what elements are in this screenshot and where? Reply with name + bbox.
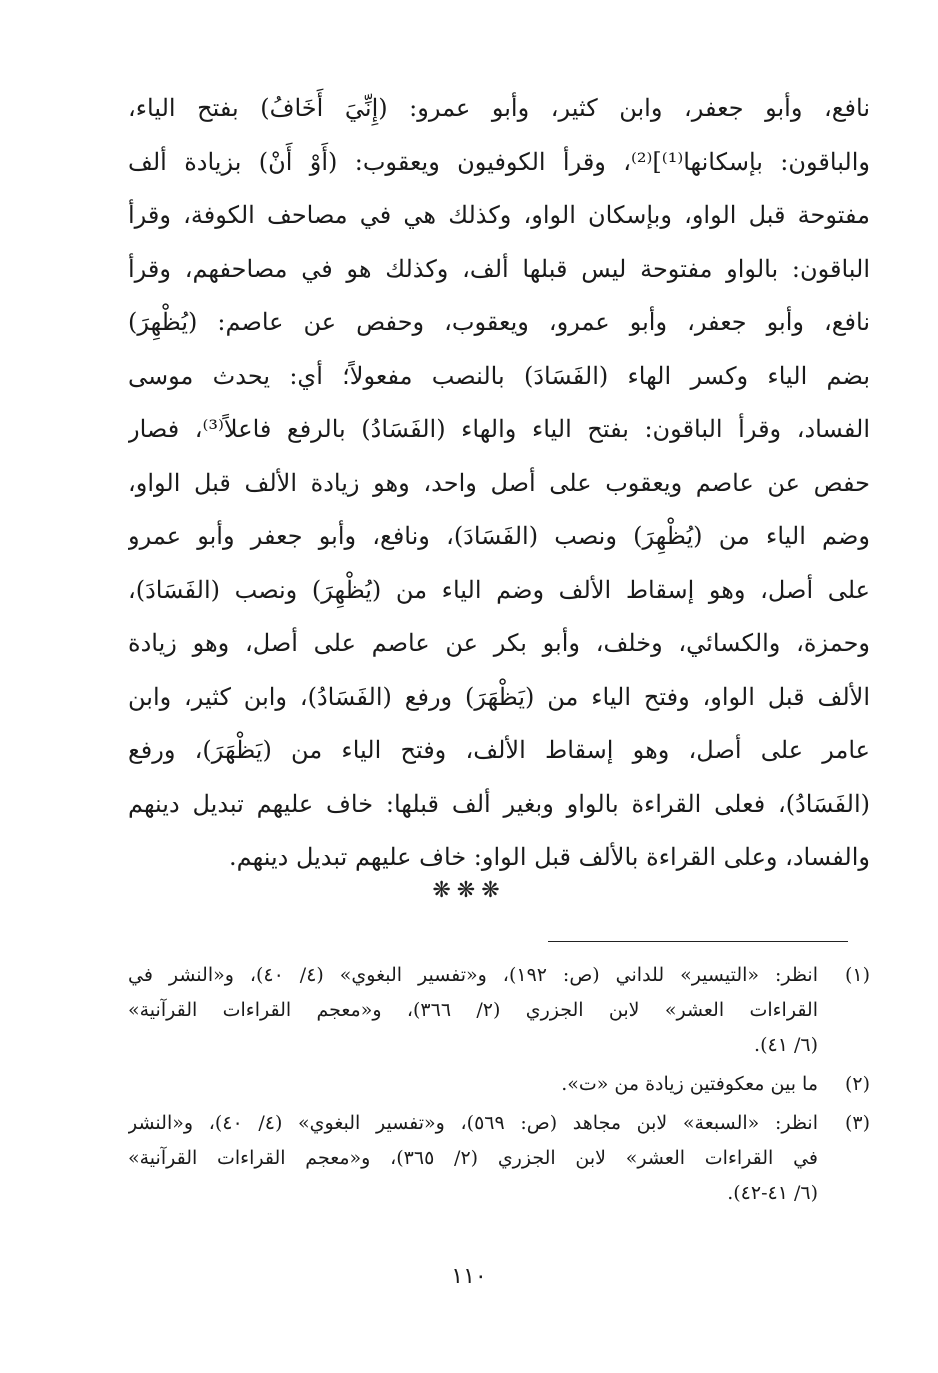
footnote-divider [548,941,848,942]
main-text-line: وضم الياء من (يُظْهِرَ) ونصب (الفَسَادَ)، ونافع، وأبو جعفر وأبو عمرو [128,522,870,550]
page-number: ١١٠ [451,1264,487,1289]
footnote-number: (٢) [844,1073,870,1095]
footnotes [128,958,870,1215]
footnote-number: (٣) [844,1112,870,1134]
footnote-line: ما بين معكوفتين زيادة من «ت». [561,1073,818,1095]
main-text-line: حفص عن عاصم ويعقوب على أصل واحد، وهو زيادة الألف قبل الواو، [128,468,870,497]
main-text-line: على أصل، وهو إسقاط الألف وضم الياء من (يُظْهِرَ) ونصب (الفَسَادَ)، [128,575,870,604]
main-text-line: والباقون: بإسكانها⁽¹⁾]⁽²⁾، وقرأ الكوفيون ويعقوب: (أَوْ أَنْ) بزيادة ألف [128,147,870,176]
main-text-line: والفساد، وعلى القراءة بالألف قبل الواو: خاف عليهم تبديل دينهم. [229,843,870,871]
main-text-block [128,82,870,885]
footnote-line: انظر: «التيسير» للداني (ص: ١٩٢)، و«تفسير البغوي» (٤/ ٤٠)، و«النشر في [128,964,818,986]
footnote-body [128,1067,818,1102]
main-text-line: بضم الياء وكسر الهاء (الفَسَادَ) بالنصب مفعولاً؛ أي: يحدث موسى [128,361,870,390]
footnote-body [128,1106,818,1211]
footnote-2 [128,1067,870,1102]
main-text-line: الألف قبل الواو، وفتح الياء من (يَظْهَرَ) ورفع (الفَسَادُ)، وابن كثير، وابن [128,682,870,711]
main-text-line: مفتوحة قبل الواو، وبإسكان الواو، وكذلك هي في مصاحف الكوفة، وقرأ [128,201,870,229]
main-text-line: الفساد، وقرأ الباقون: بفتح الياء والهاء (الفَسَادُ) بالرفع فاعلاً⁽³⁾، فصار [128,415,870,443]
main-text-line: وحمزة، والكسائي، وخلف، وأبو بكر عن عاصم على أصل، وهو زيادة [128,629,870,657]
footnote-3 [128,1106,870,1211]
footnote-number: (١) [844,964,870,986]
main-text-line: الباقون: بالواو مفتوحة ليس قبلها ألف، وكذلك هو في مصاحفهم، وقرأ [128,254,870,283]
footnote-body [128,958,818,1063]
footnote-line: (٦/ ٤١-٤٢). [727,1182,818,1204]
section-separator: ❋❋❋ [432,878,506,903]
main-text-line: عامر على أصل، وهو إسقاط الألف، وفتح الياء من (يَظْهَرَ)، ورفع [128,736,870,764]
footnote-line: انظر: «السبعة» لابن مجاهد (ص: ٥٦٩)، و«تفسير البغوي» (٤/ ٤٠)، و«النشر [128,1112,818,1134]
main-text-line: (الفَسَادُ)، فعلى القراءة بالواو وبغير ألف قبلها: خاف عليهم تبديل دينهم [128,789,870,818]
footnote-line: في القراءات العشر» لابن الجزري (٢/ ٣٦٥)، و«معجم القراءات القرآنية» [128,1147,818,1169]
main-text-line: نافع، وأبو جعفر، وابن كثير، وأبو عمرو: (إِنِّيَ أَخَافُ) بفتح الياء، [128,94,870,122]
main-text-line: نافع، وأبو جعفر، وأبو عمرو، ويعقوب، وحفص عن عاصم: (يُظْهِرَ) [128,308,870,336]
footnote-line: القراءات العشر» لابن الجزري (٢/ ٣٦٦)، و«معجم القراءات القرآنية» [128,999,818,1021]
footnote-line: (٦/ ٤١). [754,1034,818,1056]
footnote-1 [128,958,870,1063]
